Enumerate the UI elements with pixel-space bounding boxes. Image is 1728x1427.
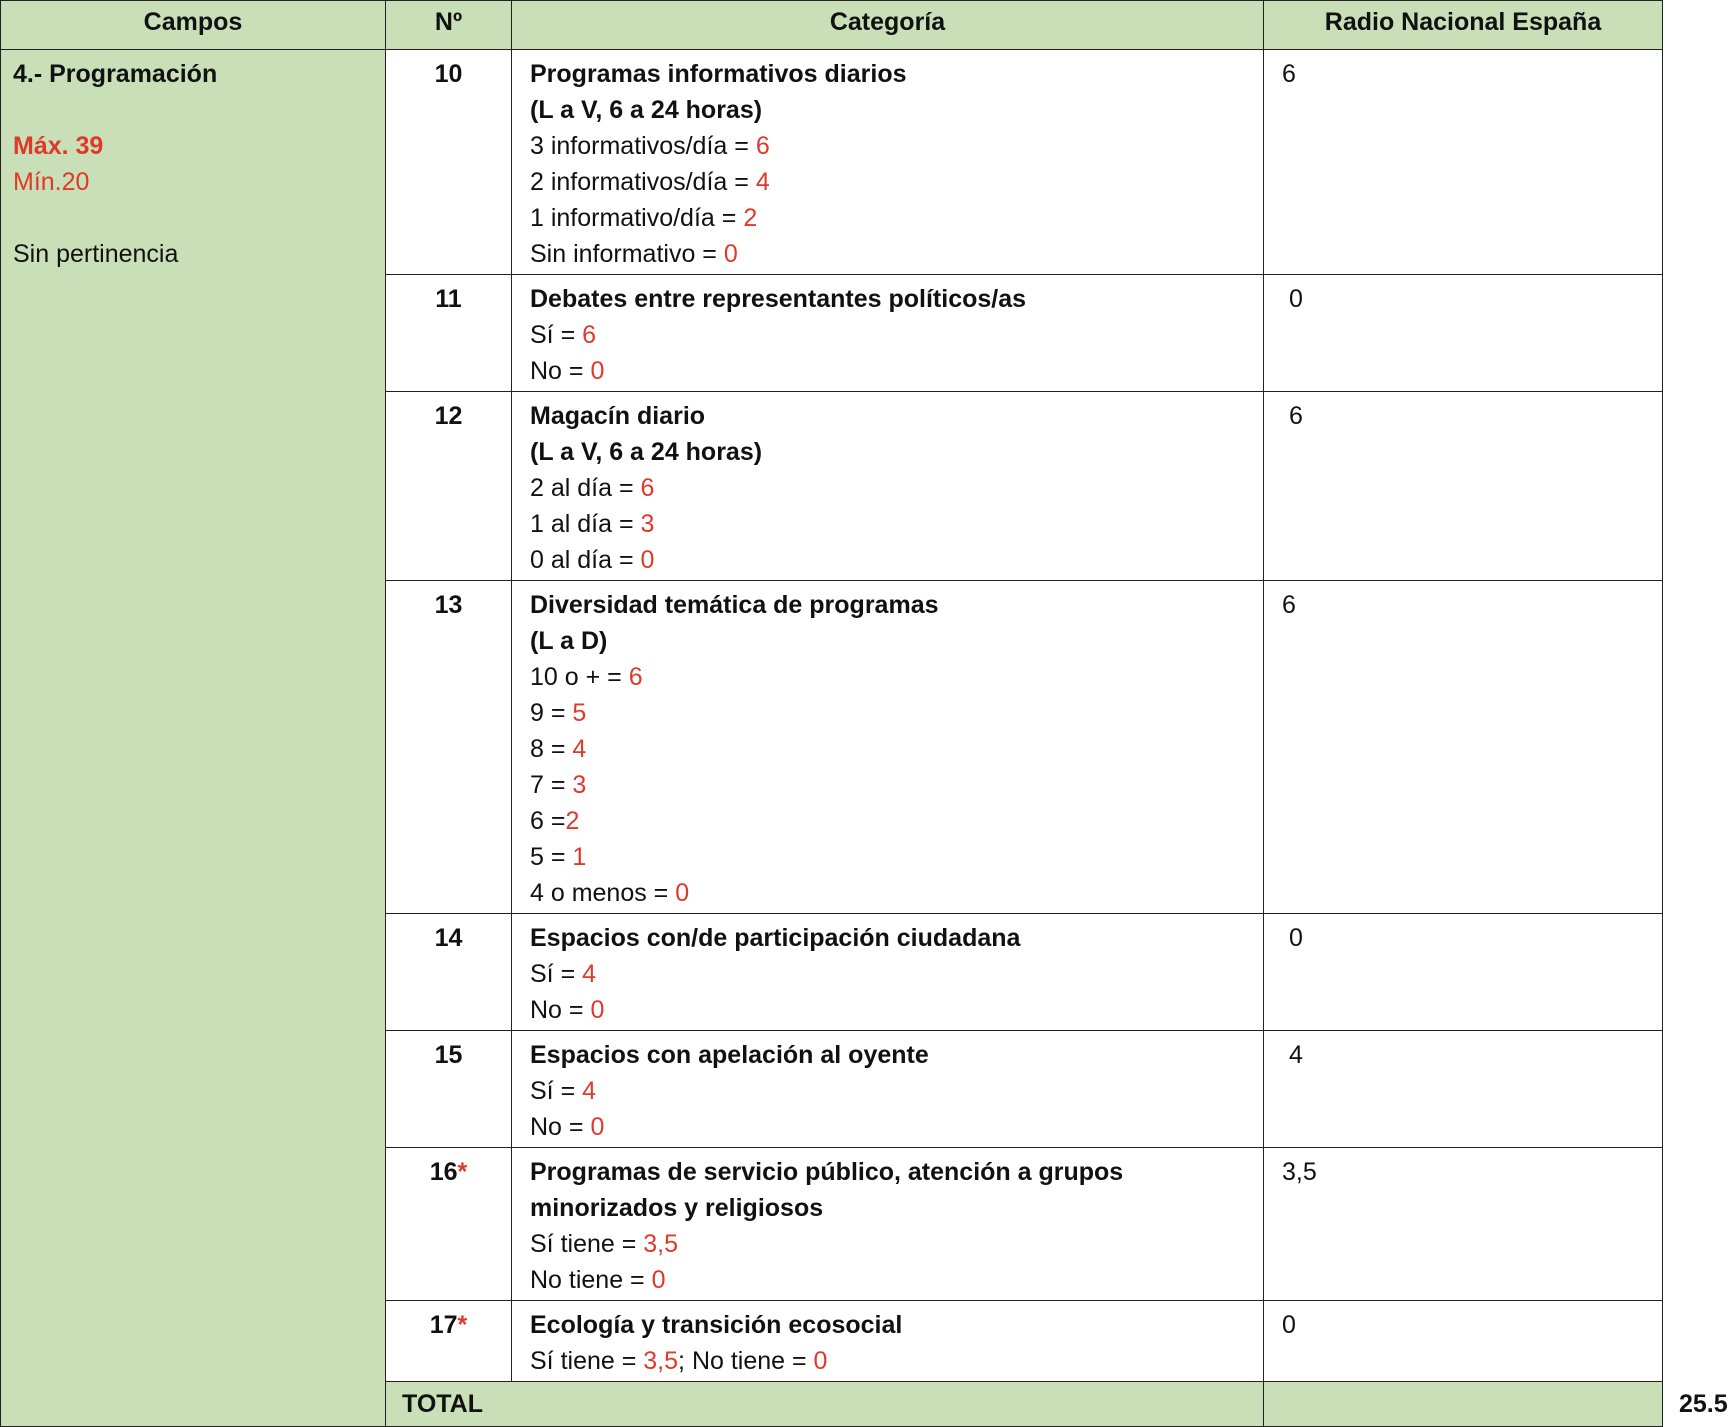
option-value: 0 [640, 546, 655, 574]
category-title: (L a V, 6 a 24 horas) [530, 438, 763, 466]
option-value: 3,5 [643, 1230, 679, 1258]
campo-note: Sin pertinencia [13, 240, 179, 268]
category-option [530, 1226, 1247, 1262]
category-title: Ecología y transición ecosocial [530, 1311, 903, 1339]
category-title: Debates entre representantes políticos/as [530, 285, 1027, 313]
category-option [530, 506, 1247, 542]
category-option [530, 1073, 1247, 1109]
option-value: 0 [813, 1347, 828, 1375]
option-label: No = [530, 1113, 591, 1141]
option-value: 3 [572, 771, 587, 799]
option-label: No = [530, 996, 591, 1024]
category-title: Magacín diario [530, 402, 706, 430]
category-title: Espacios con/de participación ciudadana [530, 924, 1021, 952]
option-label: 6 = [530, 807, 566, 835]
header-campos: Campos [1, 1, 386, 50]
option-value: 6 [755, 132, 770, 160]
header-categoria: Categoría [512, 1, 1264, 50]
option-value: 0 [590, 996, 605, 1024]
option-value: 0 [590, 1113, 605, 1141]
category-cell [512, 1031, 1264, 1148]
option-value: 6 [640, 474, 655, 502]
category-option [530, 128, 1247, 164]
category-option [530, 236, 1247, 272]
row-number [386, 275, 512, 392]
option-label: 1 informativo/día = [530, 204, 744, 232]
station-score: 0 [1264, 275, 1663, 392]
option-value: 0 [651, 1266, 666, 1294]
option-value: 4 [755, 168, 770, 196]
row-number-label: 14 [434, 924, 463, 952]
campos-cell [1, 50, 386, 1427]
category-option [530, 695, 1247, 731]
option-label: 2 informativos/día = [530, 168, 756, 196]
station-score: 0 [1264, 1301, 1663, 1382]
category-option [530, 767, 1247, 803]
option-label: 1 al día = [530, 510, 641, 538]
category-option [530, 875, 1247, 911]
station-score: 6 [1264, 50, 1663, 275]
category-title: Programas de servicio público, atención a grupos [530, 1158, 1124, 1186]
option-value: 0 [723, 240, 738, 268]
option-value: 5 [572, 699, 587, 727]
category-cell [512, 1148, 1264, 1301]
category-option [530, 1262, 1247, 1298]
option-label: 10 o + = [530, 663, 629, 691]
option-label: 3 informativos/día = [530, 132, 756, 160]
category-title: Programas informativos diarios [530, 60, 907, 88]
row-number [386, 581, 512, 914]
row-number-label: 16 [429, 1158, 458, 1186]
category-title: (L a D) [530, 627, 608, 655]
category-cell [512, 914, 1264, 1031]
row-number [386, 914, 512, 1031]
header-num-label: Nº [434, 8, 463, 36]
station-score: 0 [1264, 914, 1663, 1031]
category-option-inline [530, 1343, 1247, 1379]
option-label: Sin informativo = [530, 240, 724, 268]
row-number [386, 50, 512, 275]
category-title: (L a V, 6 a 24 horas) [530, 96, 763, 124]
row-number [386, 1301, 512, 1382]
option-value: 4 [582, 960, 597, 988]
category-title: minorizados y religiosos [530, 1194, 824, 1222]
total-label: TOTAL [386, 1382, 1264, 1427]
option-label: Sí tiene = [530, 1347, 644, 1375]
category-option [530, 659, 1247, 695]
category-cell [512, 50, 1264, 275]
option-value: 2 [565, 807, 580, 835]
header-row [1, 1, 1663, 50]
category-option [530, 1109, 1247, 1145]
category-option [530, 200, 1247, 236]
category-option [530, 839, 1247, 875]
station-score: 6 [1264, 392, 1663, 581]
row-number-label: 10 [434, 60, 463, 88]
option-label: Sí = [530, 1077, 583, 1105]
header-num [386, 1, 512, 50]
option-value: 3 [640, 510, 655, 538]
campo-max: Máx. 39 [13, 132, 104, 160]
station-score: 3,5 [1264, 1148, 1663, 1301]
category-option [530, 731, 1247, 767]
option-value: 2 [743, 204, 758, 232]
option-label: 8 = [530, 735, 573, 763]
station-score: 6 [1264, 581, 1663, 914]
row-number [386, 392, 512, 581]
category-option [530, 992, 1247, 1028]
option-value: 6 [628, 663, 643, 691]
option-label: 5 = [530, 843, 573, 871]
option-label: 4 o menos = [530, 879, 676, 907]
option-value: 0 [590, 357, 605, 385]
option-label: 9 = [530, 699, 573, 727]
total-spacer [1264, 1382, 1663, 1427]
row-number [386, 1148, 512, 1301]
option-label: 7 = [530, 771, 573, 799]
row-number-label: 17 [429, 1311, 458, 1339]
option-label: 2 al día = [530, 474, 641, 502]
row-number-label: 13 [434, 591, 463, 619]
header-station: Radio Nacional España [1264, 1, 1663, 50]
row-number-label: 11 [435, 285, 462, 313]
category-option [530, 470, 1247, 506]
option-value: 0 [675, 879, 690, 907]
option-label: Sí = [530, 960, 583, 988]
category-cell [512, 392, 1264, 581]
asterisk-mark: * [457, 1311, 468, 1339]
category-option [530, 956, 1247, 992]
option-label: 0 al día = [530, 546, 641, 574]
option-value: 6 [582, 321, 597, 349]
category-option [530, 164, 1247, 200]
row-number-label: 15 [434, 1041, 463, 1069]
campo-title: 4.- Programación [13, 60, 218, 88]
option-value: 4 [572, 735, 587, 763]
option-label: Sí tiene = [530, 1230, 644, 1258]
total-row: TOTAL 25.5 [1, 1382, 1663, 1427]
category-option [530, 542, 1247, 578]
station-score: 4 [1264, 1031, 1663, 1148]
category-cell [512, 581, 1264, 914]
campo-min: Mín.20 [13, 168, 90, 196]
row-number-label: 12 [434, 402, 463, 430]
table-row [1, 50, 1663, 275]
option-value: 4 [582, 1077, 597, 1105]
row-number [386, 1031, 512, 1148]
category-cell [512, 275, 1264, 392]
category-option [530, 317, 1247, 353]
option-label: No tiene = [530, 1266, 652, 1294]
category-cell [512, 1301, 1264, 1382]
option-value: 3,5 [643, 1347, 679, 1375]
option-value: 1 [572, 843, 587, 871]
option-label: No = [530, 357, 591, 385]
category-title: Diversidad temática de programas [530, 591, 939, 619]
option-label: Sí = [530, 321, 583, 349]
category-option [530, 803, 1247, 839]
option-label: ; No tiene = [678, 1347, 814, 1375]
category-title: Espacios con apelación al oyente [530, 1041, 929, 1069]
asterisk-mark: * [457, 1158, 468, 1186]
category-option [530, 353, 1247, 389]
